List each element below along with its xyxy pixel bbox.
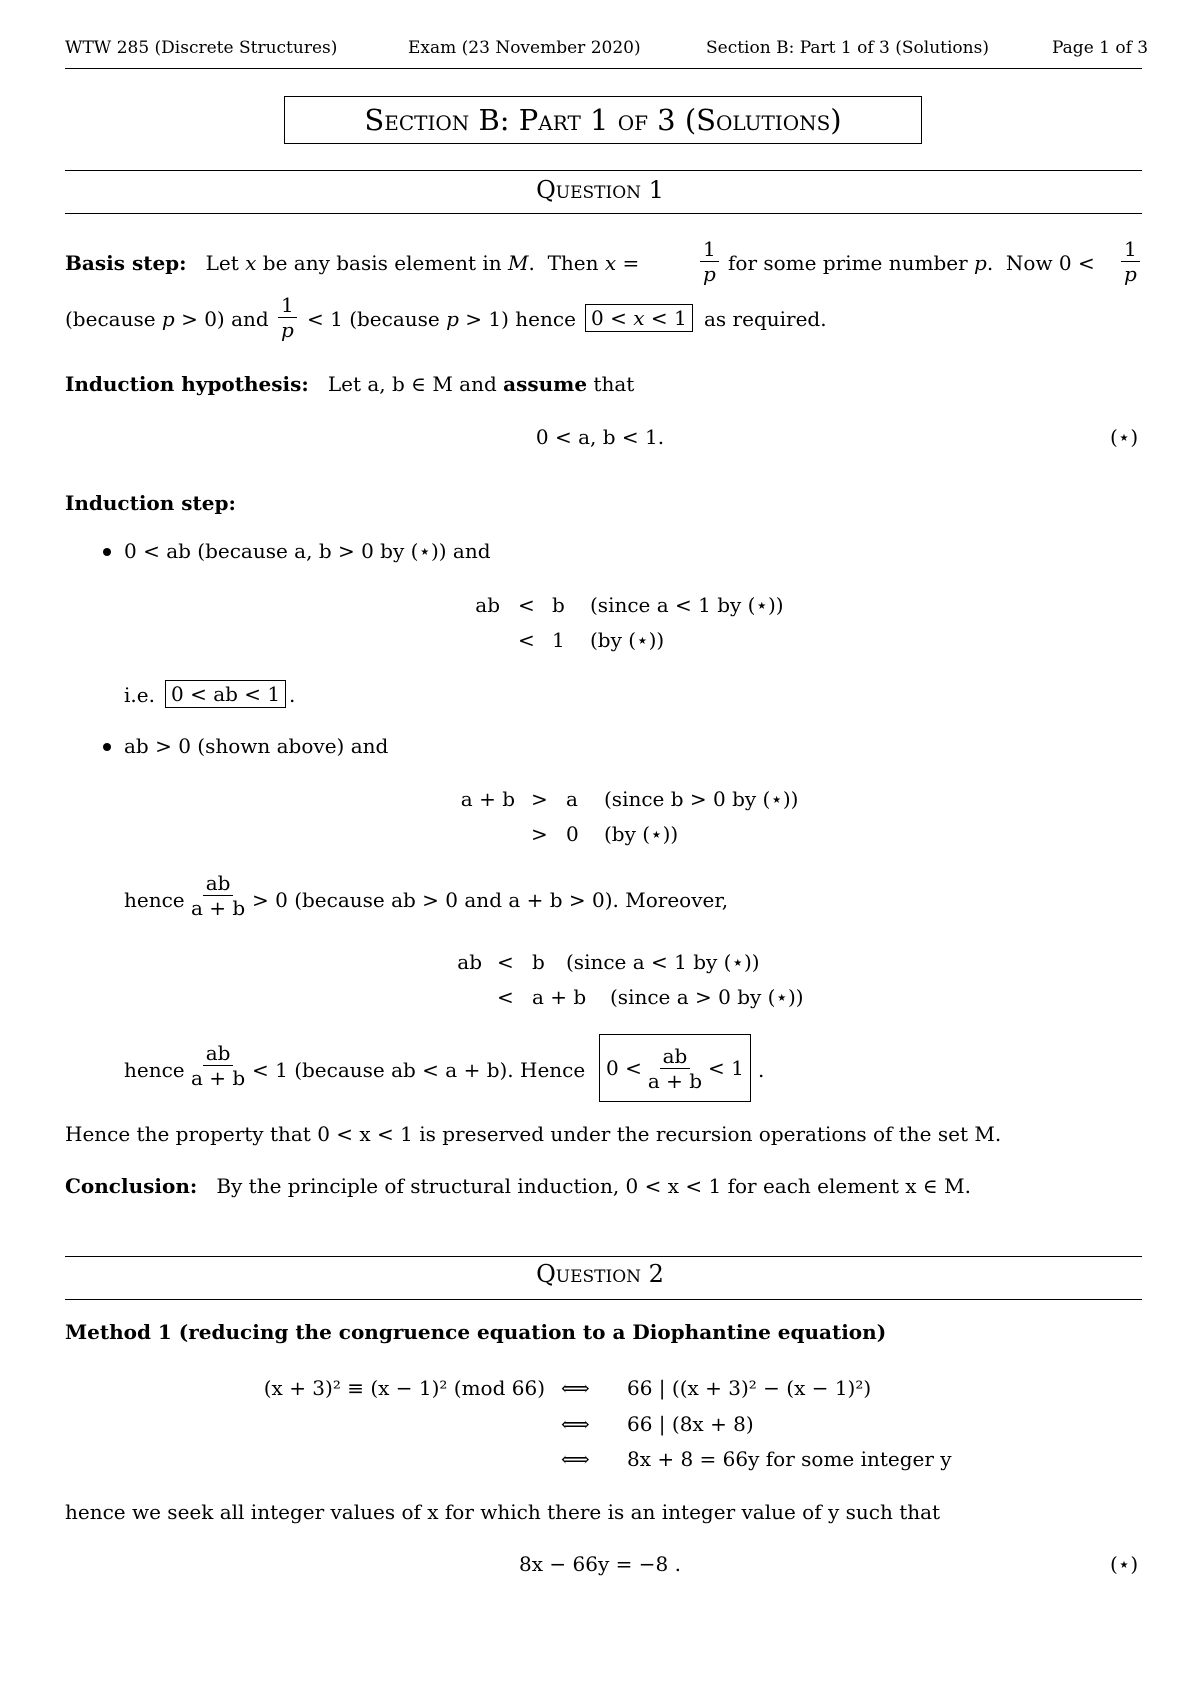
- frac-1-over-p-a: $\frac{1}{p}$: [697, 237, 722, 286]
- b3-row2-why: (since a > 0 by (⋆)): [610, 985, 804, 1009]
- bullet2-line: ab > 0 (shown above) and: [124, 734, 389, 758]
- frac-ab-over-a-plus-b-1: [185, 871, 251, 920]
- q2-seek: hence we seek all integer values of x for which there is an integer value of y such that: [65, 1500, 941, 1524]
- q2-row1-iff: ⟺: [561, 1376, 590, 1400]
- boxed-result-b1: 0 < ab < 1: [165, 680, 286, 708]
- box-frac-right: < 1: [708, 1056, 744, 1080]
- b2-row2-rel: >: [531, 822, 548, 846]
- induction-step-label: Induction step:: [65, 491, 236, 515]
- frac2-den: a + b: [191, 1066, 246, 1090]
- b2-row1-lhs: a + b: [460, 787, 515, 811]
- q2-equation: 8x − 66y = −8 .: [519, 1552, 681, 1576]
- preserved-statement: Hence the property that 0 < x < 1 is preserved under the recursion operations of the set M.: [65, 1122, 1002, 1146]
- b3-row2-rel: <: [497, 985, 514, 1009]
- b3-row1-rel: <: [497, 950, 514, 974]
- boxed-result-fraction: [599, 1034, 751, 1102]
- conclusion: [65, 1174, 971, 1198]
- basis-line1-rest: for some prime number p. Now 0 <: [728, 251, 1095, 275]
- frac2-num: ab: [203, 1041, 234, 1066]
- b2-hence: hence: [124, 888, 185, 912]
- q2-row3-iff: ⟺: [561, 1447, 590, 1471]
- basis-line2-rest: < 1 (because p > 1) hence: [307, 307, 576, 331]
- b3-row2-rhs: a + b: [532, 985, 587, 1009]
- b2-row2-why: (by (⋆)): [604, 822, 679, 846]
- q2-row2-iff: ⟺: [561, 1412, 590, 1436]
- b3-row1-why: (since a < 1 by (⋆)): [566, 950, 760, 974]
- b2-row2-rhs: 0: [566, 822, 579, 846]
- basis-paragraph-line2: (because p > 0) and: [65, 307, 269, 331]
- basis-as-required: as required.: [704, 307, 827, 331]
- induction-hypothesis: [65, 372, 634, 396]
- q2-row2-rhs: 66 | (8x + 8): [627, 1412, 754, 1436]
- b1-row1-lhs: ab: [475, 593, 500, 617]
- frac1-num: ab: [203, 871, 234, 896]
- header-section: Section B: Part 1 of 3 (Solutions): [706, 38, 989, 58]
- bullet-2: [103, 743, 111, 751]
- basis-label: Basis step:: [65, 251, 187, 275]
- page-title: Section B: Part 1 of 3 (Solutions): [284, 96, 922, 144]
- b1-row1-why: (since a < 1 by (⋆)): [590, 593, 784, 617]
- q1-rule-top: [65, 170, 1142, 171]
- ih-equation: 0 < a, b < 1.: [535, 425, 665, 449]
- ih-text-b: that: [593, 372, 635, 396]
- q1-rule-bottom: [65, 213, 1142, 214]
- bullet-1: [103, 548, 111, 556]
- b2-row1-rhs: a: [566, 787, 578, 811]
- frac-1-over-p-b: $\frac{1}{p}$: [1118, 237, 1143, 286]
- frac-1-over-p-c: $\frac{1}{p}$: [275, 293, 300, 342]
- b1-ie: i.e.: [124, 683, 155, 707]
- q2-heading: Question 2: [536, 1260, 664, 1288]
- b2-row1-why: (since b > 0 by (⋆)): [604, 787, 799, 811]
- basis-paragraph-line1: Basis step: Let x be any basis element in M. Then x =: [65, 251, 640, 275]
- b1-row2-rhs: 1: [552, 628, 565, 652]
- box-frac-left: 0 <: [606, 1056, 642, 1080]
- q2-row1-lhs: (x + 3)² ≡ (x − 1)² (mod 66): [263, 1376, 545, 1400]
- b3-row1-lhs: ab: [457, 950, 482, 974]
- q2-star-label: (⋆): [1110, 1552, 1139, 1576]
- conclusion-text: By the principle of structural induction, 0 < x < 1 for each element x ∈ M.: [216, 1174, 971, 1198]
- boxed-result-basis: 0 < x < 1: [585, 304, 693, 332]
- b3-period: .: [758, 1058, 765, 1082]
- header-course: WTW 285 (Discrete Structures): [65, 38, 338, 58]
- b3-hence: hence: [124, 1058, 185, 1082]
- b3-hence-rest: < 1 (because ab < a + b). Hence: [252, 1058, 586, 1082]
- b1-row2-rel: <: [518, 628, 535, 652]
- frac3-den: a + b: [647, 1068, 703, 1093]
- b1-row2-why: (by (⋆)): [590, 628, 665, 652]
- b2-hence-rest: > 0 (because ab > 0 and a + b > 0). Moreover,: [252, 888, 729, 912]
- ih-assume: assume: [503, 372, 588, 396]
- frac1-den: a + b: [191, 896, 246, 920]
- ih-star-label: (⋆): [1110, 425, 1139, 449]
- b2-row1-rel: >: [531, 787, 548, 811]
- ih-label: Induction hypothesis:: [65, 372, 309, 396]
- q2-rule-top: [65, 1256, 1142, 1257]
- q2-row1-rhs: 66 | ((x + 3)² − (x − 1)²): [627, 1376, 872, 1400]
- frac3-num: ab: [660, 1044, 691, 1069]
- q1-heading: Question 1: [536, 176, 664, 204]
- method-heading: Method 1 (reducing the congruence equation to a Diophantine equation): [65, 1320, 887, 1344]
- bullet1-line: 0 < ab (because a, b > 0 by (⋆)) and: [124, 539, 491, 563]
- ih-text-a: Let a, b ∈ M and: [327, 372, 497, 396]
- header-rule: [65, 68, 1142, 69]
- q2-rule-bottom: [65, 1299, 1142, 1300]
- b1-row1-rhs: b: [552, 593, 565, 617]
- q2-row3-rhs: 8x + 8 = 66y for some integer y: [627, 1447, 952, 1471]
- frac-ab-over-a-plus-b-2: [185, 1041, 251, 1090]
- header-page: Page 1 of 3: [1052, 38, 1149, 58]
- b3-row1-rhs: b: [532, 950, 545, 974]
- b1-row1-rel: <: [518, 593, 535, 617]
- header-exam: Exam (23 November 2020): [408, 38, 641, 58]
- conclusion-label: Conclusion:: [65, 1174, 198, 1198]
- b1-period: .: [289, 683, 296, 707]
